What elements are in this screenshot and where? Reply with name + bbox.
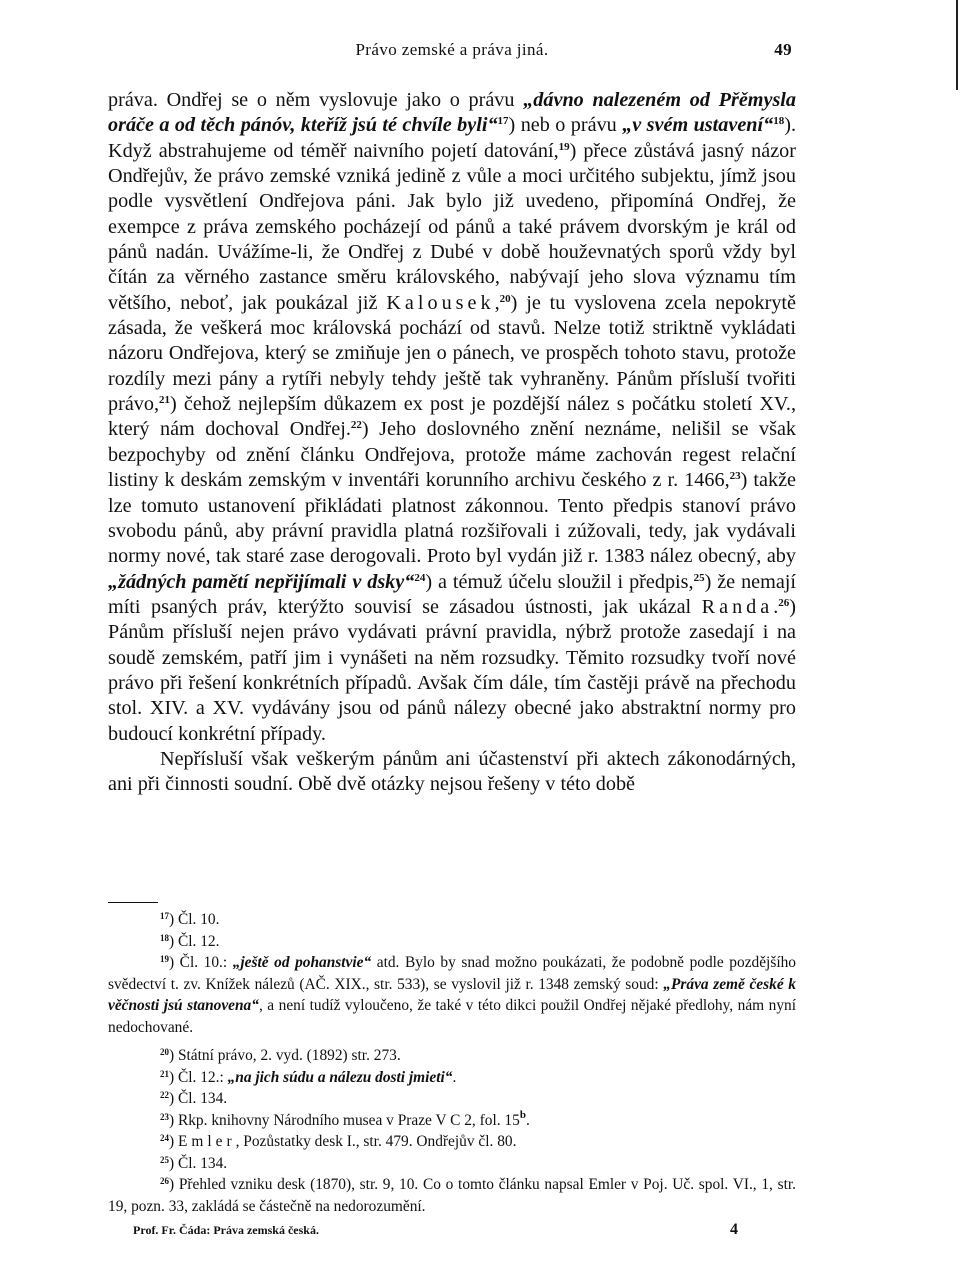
footnote-ref[interactable]: 25 <box>693 571 705 584</box>
text-run: práva. Ondřej se o něm vyslovuje jako o právu <box>108 89 524 111</box>
footnote-number: 23 <box>160 1111 169 1122</box>
footnotes <box>108 909 796 1217</box>
footnote-number: 17 <box>160 911 169 921</box>
footnote-23 <box>108 1110 796 1132</box>
footnote-ref[interactable]: 19 <box>558 140 570 153</box>
footnote-ref[interactable]: 23 <box>729 470 741 483</box>
quotation: „na jich súdu a nálezu dosti jmieti“ <box>227 1068 453 1086</box>
text-run: ) čehož nejlepším důkazem ex post je pozdější nález s počátku století XV., který nám dochoval Ondřej. <box>108 393 796 441</box>
signature-line <box>133 1223 738 1243</box>
footnote-text: ) Čl. 10. <box>169 911 220 928</box>
page-edge-line <box>956 0 958 90</box>
text-run: ) neb o právu <box>508 114 623 137</box>
author-name: Randa <box>701 595 774 618</box>
footnote-number: 24 <box>160 1133 169 1143</box>
footnote-text: ) <box>169 1133 178 1150</box>
text-run: ) že nemají míti psaných práv, kterýžto souvisí se zásadou ústnosti, jak ukázal <box>108 570 796 618</box>
footnote-number: 21 <box>160 1068 169 1079</box>
author-name: Emler <box>177 1133 236 1150</box>
paragraph-2: Nepřísluší však veškerým pánům ani účastenství při aktech zákonodárných, ani při činnosti soudní. Obě dvě otázky nejsou řešeny v této době <box>108 747 796 796</box>
main-text <box>108 88 796 798</box>
footnote-text: ) Státní právo, 2. vyd. (1892) str. 273. <box>169 1047 401 1064</box>
footnote-text: ) Přehled vzniku desk (1870), str. 9, 10. Co o tomto článku napsal Emler v Poj. Uč. spol. VI., 1, str. 19, pozn. 33, zakládá se částečně na nedorozumění. <box>108 1176 796 1215</box>
text-run: ). Když abstrahujeme od téměř naivního pojetí datování, <box>108 114 796 162</box>
footnote-text: ) Čl. 12. <box>169 932 220 950</box>
footnote-text: atd. Bylo by snad možno poukázati, že podobně podle pozdějšího svědectví t. zv. Knížek nálezů (AČ. XIX., str. 533), se vyslovil již r. 1348 zemský soud: <box>108 954 796 993</box>
footnote-17 <box>108 909 796 931</box>
quotation: „žádných pamětí nepřijímali v dsky“ <box>108 570 415 593</box>
footnote-ref[interactable]: 18 <box>773 115 785 128</box>
footnote-ref[interactable]: 26 <box>778 596 790 609</box>
text-run: ) a témuž účelu sloužil i předpis, <box>425 570 694 593</box>
footnote-24 <box>108 1131 796 1153</box>
footnote-18 <box>108 931 796 953</box>
footnote-number: 26 <box>160 1176 169 1186</box>
text-run: ) takže lze tomuto ustanovení přikládati platnost zákonnou. Tento předpis stanoví právo svobodu pánů, aby právní pravidla platná rozšiřovali i zúžovali, tedy, jak vydávali normy nové, tak staré zase derogovali. Proto byl vydán již r. 1383 nález obecný, aby <box>108 469 797 568</box>
text-run: , <box>494 291 500 314</box>
footnote-ref[interactable]: 21 <box>159 394 171 407</box>
footnote-ref[interactable]: 22 <box>350 419 362 432</box>
running-title: Právo zemské a práva jiná. <box>355 40 549 59</box>
footnote-ref[interactable]: 24 <box>414 571 426 584</box>
footnote-separator <box>108 902 158 903</box>
text-run: ) Pánům přísluší nejen právo vydávati právní pravidla, nýbrž protože zasedají i na soudě zemském, patří jim i vynášeti na něm rozsudky. Těmito rozsudky tvoří nové právo při řešení konkrétních případů. Avšak čím dále, tím častěji právě na přechodu stol. XIV. a XV. vydávány jsou od pánů nálezy obecné jako abstraktní normy pro budoucí konkrétní případy. <box>108 595 796 745</box>
footnote-text: . <box>525 1111 530 1129</box>
footnote-number: 22 <box>160 1090 169 1100</box>
footnote-text: ) Čl. 134. <box>169 1154 228 1172</box>
page-number: 49 <box>774 40 792 59</box>
footnote-text: , a není tudíž vyloučeno, že také v této dikci použil Ondřej nějaké předlohy, nám nyní nedochované. <box>108 997 797 1036</box>
footnote-text: . <box>452 1068 457 1086</box>
book-signature: Prof. Fr. Čáda: Práva zemská česká. <box>133 1223 319 1237</box>
text-run: ) je tu vyslovena zcela nepokrytě zásada, že veškerá moc královská pochází od stavů. Nelze totiž striktně vykládati názoru Ondřejova, který se zmiňuje jen o pánech, ve prospěch tohoto stavu, protože rozdíly mezi pány a rytíři nebyly tehdy ještě tak vyhraněny. Pánům přísluší tvořiti právo, <box>108 291 796 416</box>
footnote-text: ) Čl. 12.: <box>169 1068 228 1086</box>
text-run: . <box>773 595 779 618</box>
footnote-26 <box>108 1174 796 1217</box>
folio-superscript: b <box>519 1108 526 1121</box>
paragraph-1 <box>108 88 796 747</box>
author-name: Kalousek <box>386 291 495 314</box>
footnote-number: 20 <box>160 1047 169 1057</box>
footnote-19 <box>108 952 796 1038</box>
footnote-number: 18 <box>160 932 169 943</box>
text-run: ) přece zůstává jasný názor Ondřejův, že právo zemské vzniká jedině z vůle a moci určitého subjektu, jímž jsou podle vysvětlení Ondřejova páni. Jak bylo již uvedeno, připomíná Ondřej, že exempce z práva zemského pocházejí od pánů a také právem dvorským je král od pánů nadán. Uvážíme-li, že Ondřej z Dubé v době houževnatých sporů vždy byl čítán za věrného zastance směru královského, nabývají jeho slova významu tím většího, neboť, jak poukázal již <box>108 139 796 314</box>
footnote-text: , Pozůstatky desk I., str. 479. Ondřejův čl. 80. <box>235 1133 517 1150</box>
quotation: „Práva země české k věčnosti jsú stanovena“ <box>108 975 796 1014</box>
quotation: „v svém ustavení“ <box>622 114 774 137</box>
footnote-text: ) Čl. 134. <box>169 1090 228 1107</box>
footnote-20 <box>108 1045 796 1067</box>
footnote-22 <box>108 1088 796 1110</box>
footnote-25 <box>108 1153 796 1175</box>
sheet-signature: 4 <box>730 1221 738 1238</box>
quotation: „dávno nalezeném od Přěmysla oráče a od těch pánóv, kteříž jsú té chvíle byli“ <box>108 89 797 137</box>
footnote-21 <box>108 1067 796 1089</box>
text-run: ) Jeho doslovného znění neznáme, nelišil se však bezpochyby od znění článku Ondřejova, protože máme zachován regest relační listiny k deskám zemským v inventáři korunního archivu českého z r. 1466, <box>108 418 797 492</box>
footnote-ref[interactable]: 20 <box>499 292 511 305</box>
footnote-text: ) Čl. 10.: <box>169 954 233 971</box>
footnote-number: 25 <box>160 1154 169 1165</box>
running-header <box>108 40 796 64</box>
footnote-text: ) Rkp. knihovny Národního musea v Praze V C 2, fol. 15 <box>169 1111 520 1129</box>
footnote-number: 19 <box>160 954 169 964</box>
quotation: „ještě od pohanstvie“ <box>232 954 372 971</box>
footnote-ref[interactable]: 17 <box>497 115 509 128</box>
